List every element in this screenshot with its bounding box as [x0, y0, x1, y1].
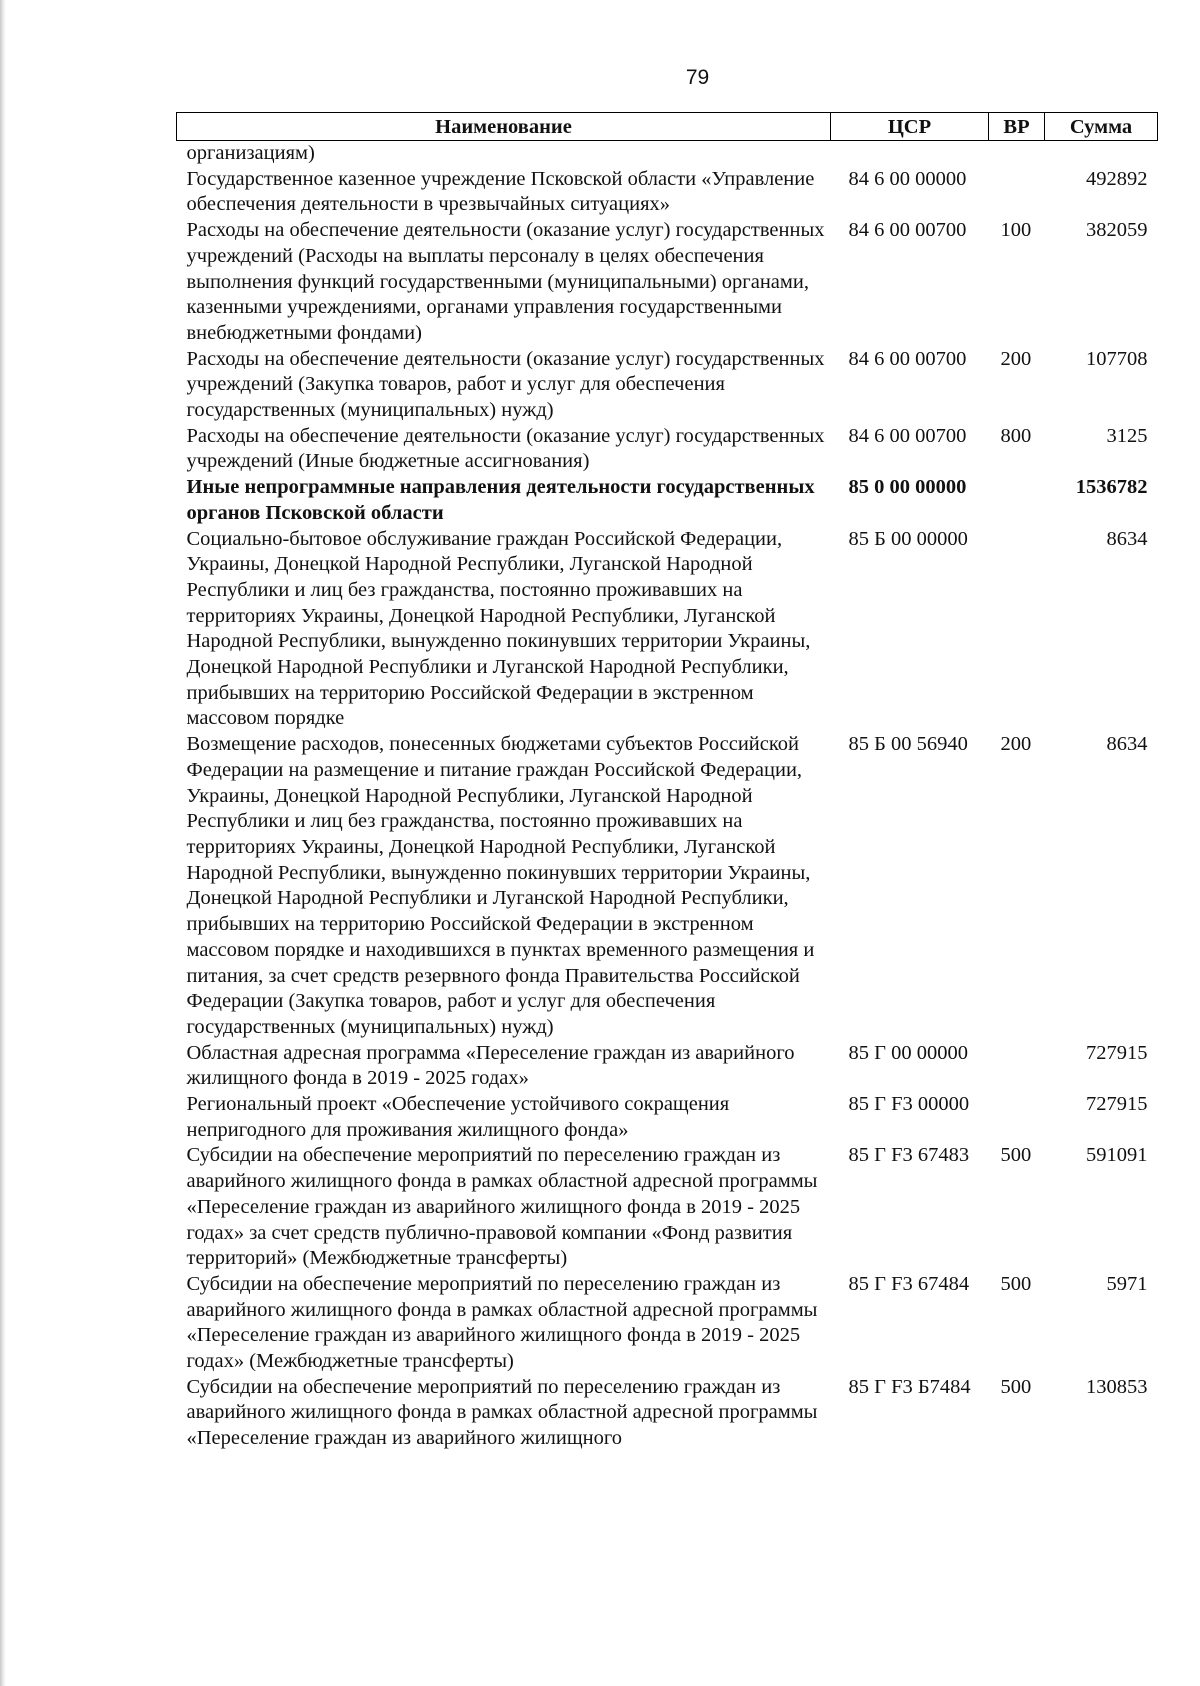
header-name: Наименование [177, 113, 831, 141]
row-name: Иные непрограммные направления деятельности государственных органов Псковской области [186, 476, 815, 524]
row-name: Расходы на обеспечение деятельности (оказание услуг) государственных учреждений (Расходы на выплаты персоналу в целях обеспечения выполнения функций государственными (муниципальными) органами, казенными учреждениями, органами управления государственными внебюджетными фондами) [186, 219, 825, 344]
row-name: Субсидии на обеспечение мероприятий по переселению граждан из аварийного жилищного фонда в рамках областной адресной программы «Переселение граждан из аварийного жилищного фонда в 2019 - 2025 годах» (Межбюджетные трансферты) [186, 1272, 818, 1373]
table-row [177, 424, 1158, 475]
row-vr-code [989, 1092, 1045, 1143]
row-csr-code: 84 6 00 00700 [848, 219, 967, 242]
row-name: Государственное казенное учреждение Псковской области «Управление обеспечения деятельности в чрезвычайных ситуациях» [186, 167, 815, 216]
row-csr-code: 85 Г F3 67484 [848, 1272, 970, 1295]
table-row [177, 527, 1158, 733]
row-csr-code: 84 6 00 00000 [848, 167, 967, 190]
row-sum: 382059 [1086, 219, 1148, 242]
row-name: Расходы на обеспечение деятельности (оказание услуг) государственных учреждений (Иные бюджетные ассигнования) [186, 424, 825, 473]
table-row [177, 1041, 1158, 1092]
row-csr-code: 85 Б 00 00000 [848, 527, 968, 550]
table-row [177, 1092, 1158, 1143]
scan-edge [0, 0, 6, 1686]
row-csr-code: 85 Б 00 56940 [848, 733, 968, 756]
budget-table [176, 112, 1158, 1452]
row-sum: 8634 [1106, 733, 1148, 756]
row-vr-code: 500 [1000, 1144, 1032, 1167]
row-csr-code: 85 Г F3 67483 [848, 1144, 970, 1167]
row-name: организациям) [186, 142, 315, 164]
row-name: Социально-бытовое обслуживание граждан Российской Федерации, Украины, Донецкой Народной Республики, Луганской Народной Республики и лиц без гражданства, постоянно проживавших на территориях Украины, Донецкой Народной Республики, Луганской Народной Республики, вынужденно покинувших территории Украины, Донецкой Народной Республики и Луганской Народной Республики, прибывших на территорию Российской Федерации в экстренном массовом порядке [186, 527, 811, 730]
row-vr-code: 500 [1000, 1375, 1032, 1398]
row-csr-code: 84 6 00 00700 [848, 347, 967, 370]
row-vr-code [989, 167, 1045, 218]
table-row [177, 732, 1158, 1040]
page-number: 79 [685, 66, 710, 89]
row-sum: 3125 [1106, 424, 1148, 447]
row-csr-code: 85 Г 00 00000 [848, 1041, 968, 1064]
row-name: Субсидии на обеспечение мероприятий по переселению граждан из аварийного жилищного фонда в рамках областной адресной программы «Переселение граждан из аварийного жилищного фонда в 2019 - 2025 годах» за счет средств публично-правовой компании «Фонд развития территорий» (Межбюджетные трансферты) [186, 1144, 818, 1270]
row-sum: 727915 [1086, 1041, 1148, 1064]
table-row [177, 1375, 1158, 1452]
header-vr: ВР [989, 113, 1045, 141]
row-name: Возмещение расходов, понесенных бюджетами субъектов Российской Федерации на размещение и питание граждан Российской Федерации, Украины, Донецкой Народной Республики, Луганской Народной Республики и лиц без гражданства, постоянно проживавших на территориях Украины, Донецкой Народной Республики, Луганской Народной Республики, вынужденно покинувших территории Украины, Донецкой Народной Республики и Луганской Народной Республики, прибывших на территорию Российской Федерации в экстренном массовом порядке и находившихся в пунктах временного размещения и питания, за счет средств резервного фонда Правительства Российской Федерации (Закупка товаров, работ и услуг для обеспечения государственных (муниципальных) нужд) [186, 733, 815, 1038]
table-body [177, 141, 1158, 1452]
row-vr-code: 800 [1000, 424, 1032, 447]
row-sum: 8634 [1106, 527, 1148, 550]
row-sum: 5971 [1106, 1272, 1148, 1295]
table-row [177, 1272, 1158, 1375]
row-vr-code [989, 141, 1045, 167]
row-csr-code [831, 141, 989, 167]
row-sum: 727915 [1086, 1093, 1148, 1116]
row-csr-code: 85 0 00 00000 [848, 476, 967, 499]
row-vr-code [989, 475, 1045, 526]
row-sum: 591091 [1086, 1144, 1148, 1167]
row-csr-code: 84 6 00 00700 [848, 424, 967, 447]
row-vr-code: 200 [1000, 347, 1032, 370]
table-row [177, 475, 1158, 526]
row-csr-code: 85 Г F3 00000 [848, 1093, 970, 1116]
row-sum: 1536782 [1075, 476, 1148, 499]
table-row [177, 1143, 1158, 1272]
row-sum: 492892 [1086, 167, 1148, 190]
table-row [177, 167, 1158, 218]
row-csr-code: 85 Г F3 Б7484 [848, 1375, 971, 1398]
table-row [177, 347, 1158, 424]
row-vr-code [989, 1041, 1045, 1092]
table-row [177, 141, 1158, 167]
row-vr-code [989, 527, 1045, 733]
row-vr-code: 100 [1000, 219, 1032, 242]
row-name: Областная адресная программа «Переселение граждан из аварийного жилищного фонда в 2019 - 2025 годах» [186, 1041, 795, 1090]
header-sum: Сумма [1045, 113, 1158, 141]
row-sum: 107708 [1086, 347, 1148, 370]
row-sum [1045, 141, 1158, 167]
row-name: Расходы на обеспечение деятельности (оказание услуг) государственных учреждений (Закупка товаров, работ и услуг для обеспечения государственных (муниципальных) нужд) [186, 347, 825, 422]
row-sum: 130853 [1086, 1375, 1148, 1398]
row-name: Региональный проект «Обеспечение устойчивого сокращения непригодного для проживания жилищного фонда» [186, 1093, 730, 1141]
row-vr-code: 500 [1000, 1272, 1032, 1295]
table-row [177, 218, 1158, 347]
header-csr: ЦСР [831, 113, 989, 141]
header-row [177, 113, 1158, 141]
row-vr-code: 200 [1000, 733, 1032, 756]
row-name: Субсидии на обеспечение мероприятий по переселению граждан из аварийного жилищного фонда в рамках областной адресной программы «Переселение граждан из аварийного жилищного [186, 1375, 818, 1450]
